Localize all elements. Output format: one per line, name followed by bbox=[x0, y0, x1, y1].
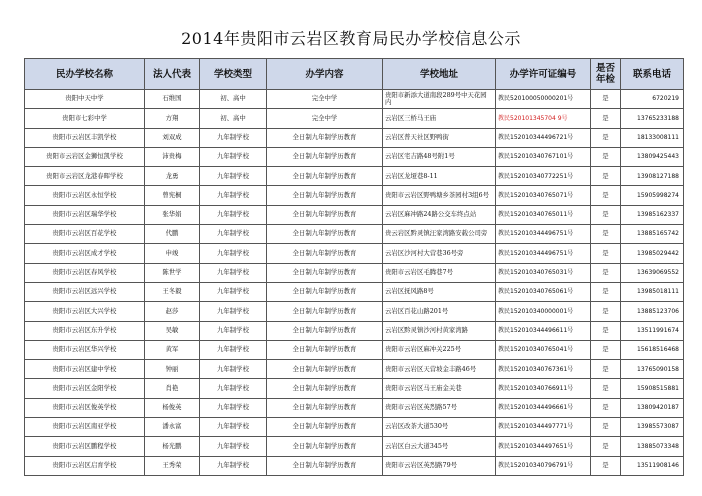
cell-phone: 15908515881 bbox=[621, 379, 684, 398]
cell-license: 教民152010340000001号 bbox=[496, 302, 591, 321]
cell-phone: 13765233188 bbox=[621, 109, 684, 128]
cell-school-type: 九年制学校 bbox=[200, 263, 267, 282]
cell-phone: 18133008111 bbox=[621, 128, 684, 147]
cell-legal-rep: 曾宪桐 bbox=[145, 186, 200, 205]
cell-school-name: 贵阳市云岩区南亚学校 bbox=[25, 418, 145, 437]
cell-school-type: 九年制学校 bbox=[200, 282, 267, 301]
cell-school-name: 贵阳市云岩区建中学校 bbox=[25, 360, 145, 379]
cell-phone: 15618516468 bbox=[621, 340, 684, 359]
cell-school-type: 九年制学校 bbox=[200, 360, 267, 379]
header-school-type: 学校类型 bbox=[200, 59, 267, 90]
cell-license: 教民152010340765011号 bbox=[496, 205, 591, 224]
cell-license: 教民520100050000201号 bbox=[496, 90, 591, 109]
cell-annual-check: 是 bbox=[591, 225, 621, 244]
cell-content: 全日制九年制学历教育 bbox=[267, 437, 383, 456]
cell-license: 教民152010344496661号 bbox=[496, 398, 591, 417]
header-phone: 联系电话 bbox=[621, 59, 684, 90]
cell-content: 全日制九年制学历教育 bbox=[267, 302, 383, 321]
cell-school-type: 初、高中 bbox=[200, 90, 267, 109]
cell-address: 贵阳市云岩区毛腾巷7号 bbox=[383, 263, 496, 282]
cell-phone: 13885165742 bbox=[621, 225, 684, 244]
cell-annual-check: 是 bbox=[591, 90, 621, 109]
cell-school-type: 九年制学校 bbox=[200, 167, 267, 186]
cell-license: 教民152010344496751号 bbox=[496, 225, 591, 244]
table-row bbox=[25, 282, 684, 301]
cell-address: 云岩区白云大道345号 bbox=[383, 437, 496, 456]
cell-school-type: 九年制学校 bbox=[200, 418, 267, 437]
cell-school-type: 初、高中 bbox=[200, 109, 267, 128]
table-row bbox=[25, 90, 684, 109]
cell-school-type: 九年制学校 bbox=[200, 456, 267, 475]
cell-school-type: 九年制学校 bbox=[200, 437, 267, 456]
cell-content: 全日制九年制学历教育 bbox=[267, 167, 383, 186]
cell-legal-rep: 方翔 bbox=[145, 109, 200, 128]
cell-annual-check: 是 bbox=[591, 302, 621, 321]
cell-address: 贵阳市新添大道南段289号中天花园内 bbox=[383, 90, 496, 109]
cell-content: 全日制九年制学历教育 bbox=[267, 263, 383, 282]
header-legal-rep: 法人代表 bbox=[145, 59, 200, 90]
cell-legal-rep: 石维国 bbox=[145, 90, 200, 109]
table-row bbox=[25, 244, 684, 263]
header-address: 学校地址 bbox=[383, 59, 496, 90]
cell-license: 教民152010340767361号 bbox=[496, 360, 591, 379]
cell-address: 云岩区抚风路8号 bbox=[383, 282, 496, 301]
cell-content: 全日制九年制学历教育 bbox=[267, 340, 383, 359]
cell-legal-rep: 杨光鹏 bbox=[145, 437, 200, 456]
cell-legal-rep: 龙勇 bbox=[145, 167, 200, 186]
cell-annual-check: 是 bbox=[591, 109, 621, 128]
cell-license: 教民152010340772251号 bbox=[496, 167, 591, 186]
table-row bbox=[25, 379, 684, 398]
cell-legal-rep: 申竣 bbox=[145, 244, 200, 263]
cell-content: 全日制九年制学历教育 bbox=[267, 128, 383, 147]
cell-annual-check: 是 bbox=[591, 263, 621, 282]
cell-annual-check: 是 bbox=[591, 418, 621, 437]
cell-school-name: 贵阳市云岩区俊英学校 bbox=[25, 398, 145, 417]
cell-annual-check: 是 bbox=[591, 244, 621, 263]
cell-school-type: 九年制学校 bbox=[200, 379, 267, 398]
cell-legal-rep: 赵莎 bbox=[145, 302, 200, 321]
cell-school-name: 贵阳市云岩区东升学校 bbox=[25, 321, 145, 340]
table-row bbox=[25, 456, 684, 475]
cell-content: 全日制九年制学历教育 bbox=[267, 225, 383, 244]
cell-annual-check: 是 bbox=[591, 456, 621, 475]
cell-content: 全日制九年制学历教育 bbox=[267, 321, 383, 340]
cell-address: 贵阳市云岩区英烈路57号 bbox=[383, 398, 496, 417]
cell-content: 全日制九年制学历教育 bbox=[267, 147, 383, 166]
table-row bbox=[25, 418, 684, 437]
cell-address: 贵阳市云岩区麻冲关225号 bbox=[383, 340, 496, 359]
cell-annual-check: 是 bbox=[591, 282, 621, 301]
cell-legal-rep: 代鹏 bbox=[145, 225, 200, 244]
table-row bbox=[25, 340, 684, 359]
cell-legal-rep: 吴敏 bbox=[145, 321, 200, 340]
cell-school-name: 贵阳市云岩区春风学校 bbox=[25, 263, 145, 282]
cell-school-name: 贵阳市云岩区永恒学校 bbox=[25, 186, 145, 205]
cell-annual-check: 是 bbox=[591, 205, 621, 224]
cell-annual-check: 是 bbox=[591, 379, 621, 398]
cell-license: 教民152010340767101号 bbox=[496, 147, 591, 166]
table-row bbox=[25, 302, 684, 321]
header-school-name: 民办学校名称 bbox=[25, 59, 145, 90]
cell-license: 教民152010340766911号 bbox=[496, 379, 591, 398]
cell-phone: 13511991674 bbox=[621, 321, 684, 340]
cell-school-name: 贵阳市云岩区金狮恒凯学校 bbox=[25, 147, 145, 166]
cell-annual-check: 是 bbox=[591, 321, 621, 340]
cell-address: 云岩区百花山路201号 bbox=[383, 302, 496, 321]
cell-content: 全日制九年制学历教育 bbox=[267, 379, 383, 398]
cell-content: 全日制九年制学历教育 bbox=[267, 418, 383, 437]
cell-content: 完全中学 bbox=[267, 90, 383, 109]
cell-school-type: 九年制学校 bbox=[200, 398, 267, 417]
table-row bbox=[25, 437, 684, 456]
cell-school-type: 九年制学校 bbox=[200, 225, 267, 244]
cell-phone: 13985162337 bbox=[621, 205, 684, 224]
cell-content: 全日制九年制学历教育 bbox=[267, 205, 383, 224]
cell-legal-rep: 刘双成 bbox=[145, 128, 200, 147]
table-row bbox=[25, 321, 684, 340]
cell-school-name: 贵阳市云岩区百花学校 bbox=[25, 225, 145, 244]
cell-content: 全日制九年制学历教育 bbox=[267, 398, 383, 417]
cell-school-name: 贵阳市云岩区瑞华学校 bbox=[25, 205, 145, 224]
cell-license: 教民152010340796791号 bbox=[496, 456, 591, 475]
cell-school-type: 九年制学校 bbox=[200, 302, 267, 321]
cell-legal-rep: 陈世学 bbox=[145, 263, 200, 282]
cell-content: 全日制九年制学历教育 bbox=[267, 186, 383, 205]
cell-school-name: 贵阳中天中学 bbox=[25, 90, 145, 109]
table-row bbox=[25, 205, 684, 224]
cell-annual-check: 是 bbox=[591, 340, 621, 359]
header-annual-check bbox=[591, 59, 621, 90]
cell-legal-rep: 潘永富 bbox=[145, 418, 200, 437]
cell-school-type: 九年制学校 bbox=[200, 147, 267, 166]
header-annual-check-line2: 年检 bbox=[595, 74, 615, 85]
page-title: 2014年贵阳市云岩区教育局民办学校信息公示 bbox=[181, 29, 521, 48]
cell-legal-rep: 王秀荣 bbox=[145, 456, 200, 475]
cell-school-type: 九年制学校 bbox=[200, 186, 267, 205]
table-row bbox=[25, 147, 684, 166]
cell-phone: 13885123706 bbox=[621, 302, 684, 321]
cell-annual-check: 是 bbox=[591, 437, 621, 456]
cell-legal-rep: 沛贵梅 bbox=[145, 147, 200, 166]
cell-license: 教民152010340765031号 bbox=[496, 263, 591, 282]
cell-school-name: 贵阳市云岩区成才学校 bbox=[25, 244, 145, 263]
cell-annual-check: 是 bbox=[591, 398, 621, 417]
cell-license: 教民152010344496751号 bbox=[496, 244, 591, 263]
cell-phone: 6720219 bbox=[621, 90, 684, 109]
cell-phone: 13985029442 bbox=[621, 244, 684, 263]
cell-school-name: 贵阳市云岩区金阳学校 bbox=[25, 379, 145, 398]
cell-annual-check: 是 bbox=[591, 186, 621, 205]
school-info-table bbox=[24, 58, 684, 476]
cell-legal-rep: 黄军 bbox=[145, 340, 200, 359]
cell-legal-rep: 王冬毅 bbox=[145, 282, 200, 301]
cell-legal-rep: 钟丽 bbox=[145, 360, 200, 379]
cell-school-name: 贵阳市云岩区远兴学校 bbox=[25, 282, 145, 301]
cell-phone: 13985018111 bbox=[621, 282, 684, 301]
table-row bbox=[25, 186, 684, 205]
cell-address: 云岩区麻冲路24路公交车终点站 bbox=[383, 205, 496, 224]
cell-license: 教民520101345704 9号 bbox=[496, 109, 591, 128]
cell-school-name: 贵阳市云岩区龙港春晖学校 bbox=[25, 167, 145, 186]
cell-address: 云岩区沙河村大营巷36号旁 bbox=[383, 244, 496, 263]
cell-content: 全日制九年制学历教育 bbox=[267, 360, 383, 379]
cell-content: 完全中学 bbox=[267, 109, 383, 128]
table-row bbox=[25, 360, 684, 379]
cell-phone: 13639069552 bbox=[621, 263, 684, 282]
cell-license: 教民152010340765041号 bbox=[496, 340, 591, 359]
cell-school-name: 贵阳市云岩区华兴学校 bbox=[25, 340, 145, 359]
cell-content: 全日制九年制学历教育 bbox=[267, 282, 383, 301]
cell-address: 云岩区三桥马王庙 bbox=[383, 109, 496, 128]
cell-legal-rep: 张华娟 bbox=[145, 205, 200, 224]
cell-phone: 13765090158 bbox=[621, 360, 684, 379]
table-row bbox=[25, 109, 684, 128]
cell-address: 云岩区黔灵镇沙河村黄家湾路 bbox=[383, 321, 496, 340]
cell-school-type: 九年制学校 bbox=[200, 244, 267, 263]
header-annual-check-line1: 是否 bbox=[595, 63, 615, 74]
cell-address: 贵阳市云岩区野鸭塘乡茶园村3组6号 bbox=[383, 186, 496, 205]
cell-school-name: 贵阳市云岩区鹏程学校 bbox=[25, 437, 145, 456]
cell-phone: 13511908146 bbox=[621, 456, 684, 475]
cell-school-type: 九年制学校 bbox=[200, 321, 267, 340]
cell-annual-check: 是 bbox=[591, 128, 621, 147]
cell-legal-rep: 杨俊英 bbox=[145, 398, 200, 417]
cell-phone: 13985573087 bbox=[621, 418, 684, 437]
cell-license: 教民152010340765061号 bbox=[496, 282, 591, 301]
header-license: 办学许可证编号 bbox=[496, 59, 591, 90]
cell-school-name: 贵阳市七彩中学 bbox=[25, 109, 145, 128]
cell-address: 云岩区普天社区野鸭街 bbox=[383, 128, 496, 147]
header-content: 办学内容 bbox=[267, 59, 383, 90]
cell-license: 教民152010344496611号 bbox=[496, 321, 591, 340]
cell-license: 教民152010344496721号 bbox=[496, 128, 591, 147]
cell-annual-check: 是 bbox=[591, 360, 621, 379]
cell-address: 贵阳市云岩区马王庙金关巷 bbox=[383, 379, 496, 398]
cell-school-type: 九年制学校 bbox=[200, 205, 267, 224]
cell-school-name: 贵阳市云岩区大兴学校 bbox=[25, 302, 145, 321]
cell-address: 云岩区改茶大道530号 bbox=[383, 418, 496, 437]
cell-phone: 13809420187 bbox=[621, 398, 684, 417]
cell-phone: 13908127188 bbox=[621, 167, 684, 186]
cell-address: 云岩区宅吉路48号附1号 bbox=[383, 147, 496, 166]
cell-address: 贵阳市云岩区天营坡金丰路46号 bbox=[383, 360, 496, 379]
cell-legal-rep: 肖艳 bbox=[145, 379, 200, 398]
cell-phone: 13809425443 bbox=[621, 147, 684, 166]
cell-license: 教民152010344497651号 bbox=[496, 437, 591, 456]
cell-content: 全日制九年制学历教育 bbox=[267, 456, 383, 475]
cell-license: 教民152010344497771号 bbox=[496, 418, 591, 437]
table-row bbox=[25, 225, 684, 244]
cell-school-type: 九年制学校 bbox=[200, 340, 267, 359]
table-row bbox=[25, 128, 684, 147]
cell-phone: 13885073348 bbox=[621, 437, 684, 456]
table-row bbox=[25, 263, 684, 282]
cell-license: 教民152010340765071号 bbox=[496, 186, 591, 205]
cell-annual-check: 是 bbox=[591, 147, 621, 166]
cell-phone: 15905998274 bbox=[621, 186, 684, 205]
cell-content: 全日制九年制学历教育 bbox=[267, 244, 383, 263]
cell-school-type: 九年制学校 bbox=[200, 128, 267, 147]
cell-annual-check: 是 bbox=[591, 167, 621, 186]
table-row bbox=[25, 398, 684, 417]
cell-address: 贵云岩区黔灵镇汪家湾路安载公司旁 bbox=[383, 225, 496, 244]
cell-school-name: 贵阳市云岩区启育学校 bbox=[25, 456, 145, 475]
table-row bbox=[25, 167, 684, 186]
cell-address: 云岩区龙垭巷8-11 bbox=[383, 167, 496, 186]
cell-school-name: 贵阳市云岩区丰凯学校 bbox=[25, 128, 145, 147]
table-header-row bbox=[25, 59, 684, 90]
cell-address: 贵阳市云岩区英烈路79号 bbox=[383, 456, 496, 475]
